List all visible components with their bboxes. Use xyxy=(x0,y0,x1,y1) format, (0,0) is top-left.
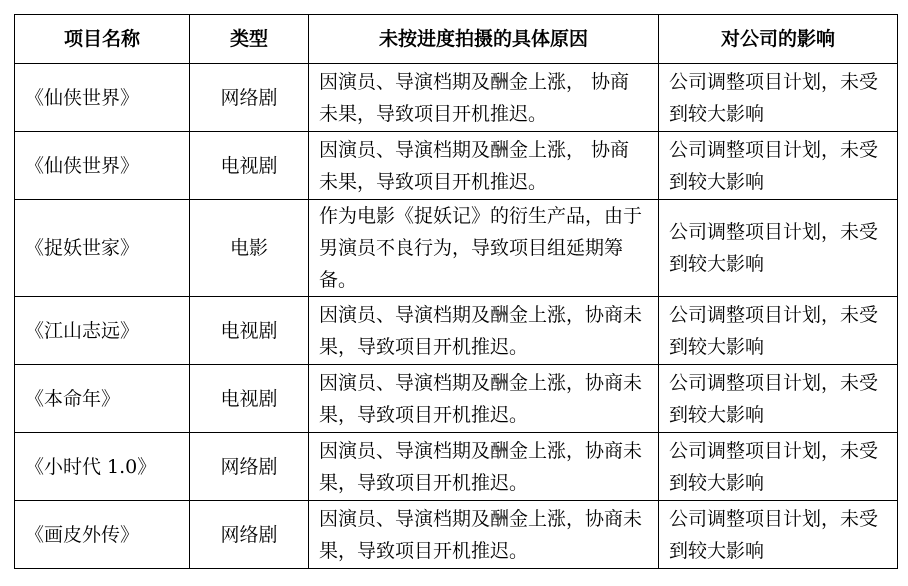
cell-project-name: 《仙侠世界》 xyxy=(15,132,190,200)
cell-type: 电视剧 xyxy=(190,297,309,365)
table-row xyxy=(15,365,898,433)
cell-type: 电视剧 xyxy=(190,132,309,200)
header-reason: 未按进度拍摄的具体原因 xyxy=(309,15,659,64)
cell-reason: 因演员、导演档期及酬金上涨，协商未果，导致项目开机推迟。 xyxy=(309,297,659,365)
cell-project-name: 《本命年》 xyxy=(15,365,190,433)
cell-reason: 因演员、导演档期及酬金上涨，协商未果，导致项目开机推迟。 xyxy=(309,501,659,569)
cell-reason: 因演员、导演档期及酬金上涨， 协商未果，导致项目开机推迟。 xyxy=(309,64,659,132)
cell-impact: 公司调整项目计划，未受到较大影响 xyxy=(659,132,898,200)
header-project-name: 项目名称 xyxy=(15,15,190,64)
table-header-row xyxy=(15,15,898,64)
cell-type: 网络剧 xyxy=(190,64,309,132)
cell-impact: 公司调整项目计划，未受到较大影响 xyxy=(659,501,898,569)
cell-reason: 因演员、导演档期及酬金上涨，协商未果，导致项目开机推迟。 xyxy=(309,433,659,501)
cell-reason: 作为电影《捉妖记》的衍生产品，由于男演员不良行为，导致项目组延期筹备。 xyxy=(309,200,659,297)
cell-type: 电影 xyxy=(190,200,309,297)
cell-project-name: 《画皮外传》 xyxy=(15,501,190,569)
table-row xyxy=(15,200,898,297)
cell-type: 网络剧 xyxy=(190,433,309,501)
header-type: 类型 xyxy=(190,15,309,64)
cell-reason: 因演员、导演档期及酬金上涨， 协商未果，导致项目开机推迟。 xyxy=(309,132,659,200)
table-row xyxy=(15,297,898,365)
cell-impact: 公司调整项目计划，未受到较大影响 xyxy=(659,433,898,501)
table-row xyxy=(15,132,898,200)
header-impact: 对公司的影响 xyxy=(659,15,898,64)
cell-project-name: 《江山志远》 xyxy=(15,297,190,365)
cell-project-name: 《小时代 1.0》 xyxy=(15,433,190,501)
cell-project-name: 《捉妖世家》 xyxy=(15,200,190,297)
cell-type: 电视剧 xyxy=(190,365,309,433)
cell-impact: 公司调整项目计划，未受到较大影响 xyxy=(659,365,898,433)
cell-impact: 公司调整项目计划，未受到较大影响 xyxy=(659,297,898,365)
table-row xyxy=(15,501,898,569)
table-row xyxy=(15,64,898,132)
cell-impact: 公司调整项目计划，未受到较大影响 xyxy=(659,200,898,297)
cell-reason: 因演员、导演档期及酬金上涨，协商未果，导致项目开机推迟。 xyxy=(309,365,659,433)
cell-project-name: 《仙侠世界》 xyxy=(15,64,190,132)
projects-table xyxy=(14,14,898,569)
table-row xyxy=(15,433,898,501)
cell-impact: 公司调整项目计划，未受到较大影响 xyxy=(659,64,898,132)
cell-type: 网络剧 xyxy=(190,501,309,569)
